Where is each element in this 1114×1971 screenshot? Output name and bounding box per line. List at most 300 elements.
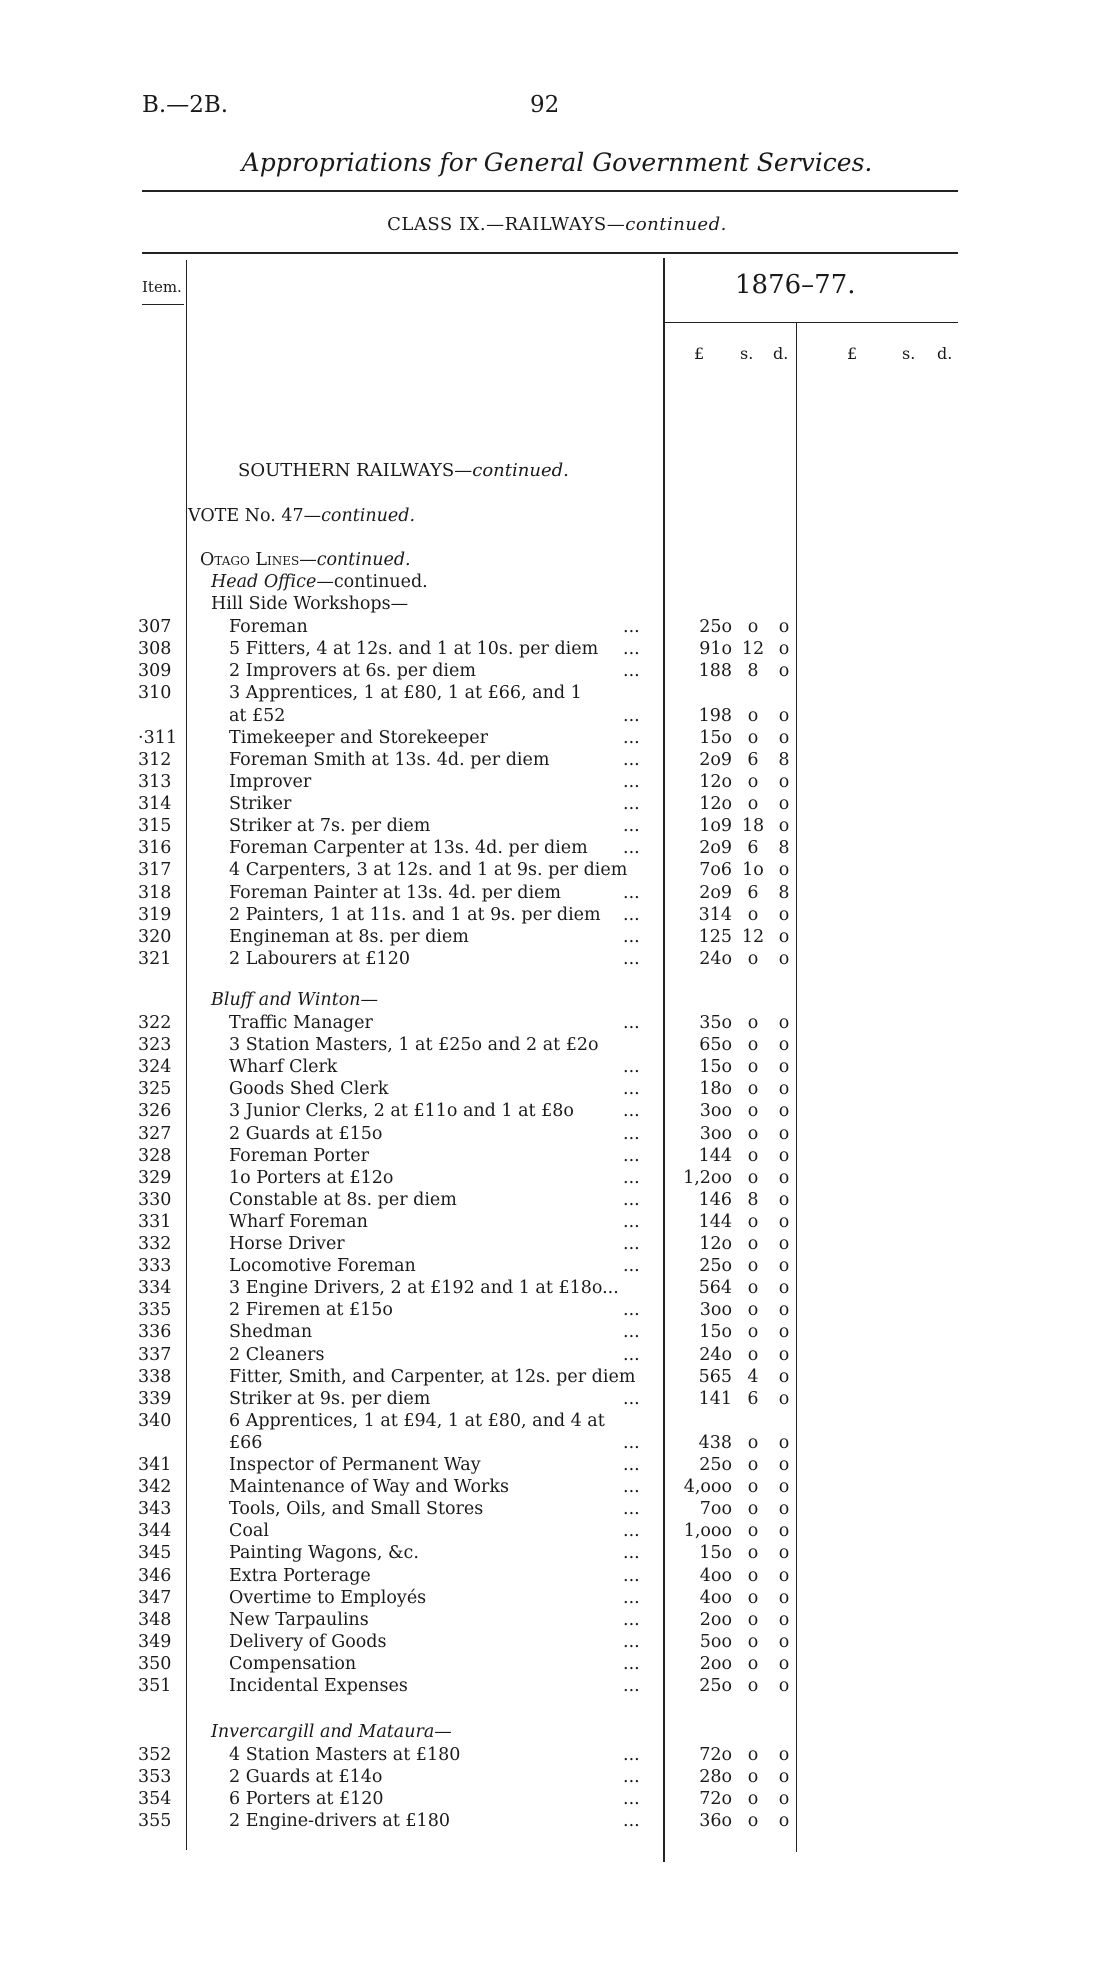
leader-dots: ... <box>623 639 640 660</box>
item-number: 341 <box>138 1455 172 1475</box>
item-number: 315 <box>138 816 172 837</box>
amount-shillings: 18 <box>741 816 765 837</box>
amount-shillings: o <box>747 1234 759 1254</box>
table-row <box>0 660 1114 682</box>
table-row <box>0 616 1114 638</box>
amount-pounds: 565 <box>698 1366 732 1387</box>
item-description: Foreman Painter at 13s. 4d. per diem <box>229 882 562 903</box>
item-description: Foreman Smith at 13s. 4d. per diem <box>229 749 550 770</box>
col2-pounds-header: £ <box>847 344 858 363</box>
item-number: 328 <box>138 1145 172 1166</box>
table-row <box>0 1034 1114 1056</box>
amount-shillings: o <box>747 1101 759 1122</box>
amount-pence: o <box>778 1211 790 1232</box>
table-row <box>0 1211 1114 1233</box>
item-number: 324 <box>138 1057 172 1078</box>
item-description: 3 Engine Drivers, 2 at £192 and 1 at £18o... <box>229 1278 619 1299</box>
amount-pounds: 4,ooo <box>683 1477 732 1498</box>
table-row <box>0 1587 1114 1609</box>
amount-pence: 8 <box>778 882 790 903</box>
item-description: Shedman <box>229 1322 313 1343</box>
item-number: 318 <box>138 882 172 903</box>
item-description: Traffic Manager <box>229 1013 373 1033</box>
amount-pounds: 314 <box>698 904 732 925</box>
item-number: 309 <box>138 661 172 682</box>
leader-dots: ... <box>623 1388 640 1409</box>
amount-pounds: 25o <box>699 1256 732 1277</box>
amount-shillings: o <box>747 1123 759 1144</box>
amount-pounds: 2o9 <box>699 838 732 859</box>
amount-pounds: 12o <box>699 794 732 815</box>
amount-pence: o <box>778 1101 790 1122</box>
item-number: 340 <box>138 1410 172 1431</box>
table-row <box>0 1565 1114 1587</box>
amount-pence: o <box>778 1631 790 1652</box>
amount-pounds: 4oo <box>699 1587 732 1608</box>
table-row <box>0 1520 1114 1542</box>
item-number: 322 <box>138 1013 172 1033</box>
amount-pence: o <box>778 1167 790 1188</box>
leader-dots: ... <box>623 1300 640 1321</box>
leader-dots: ... <box>623 1167 640 1188</box>
amount-pence: 8 <box>778 749 790 770</box>
amount-pounds: 35o <box>699 1013 732 1033</box>
amount-pounds: 15o <box>699 727 732 748</box>
amount-pounds: 198 <box>698 705 732 726</box>
amount-shillings: o <box>747 1455 759 1475</box>
amount-pence: o <box>778 1322 790 1343</box>
amount-pence: o <box>778 794 790 815</box>
item-description: Timekeeper and Storekeeper <box>229 727 489 748</box>
amount-shillings: o <box>747 727 759 748</box>
amount-pence: o <box>778 1035 790 1056</box>
amount-pence: o <box>778 1745 790 1765</box>
amount-shillings: o <box>747 1145 759 1166</box>
leader-dots: ... <box>623 1631 640 1652</box>
amount-shillings: o <box>747 1035 759 1056</box>
table-row <box>0 749 1114 771</box>
item-description: Extra Porterage <box>229 1565 371 1586</box>
item-number: 313 <box>138 771 172 792</box>
item-description: Foreman <box>229 617 308 637</box>
item-description: Delivery of Goods <box>229 1631 387 1652</box>
table-row <box>0 771 1114 793</box>
year-header-rule <box>663 322 958 323</box>
amount-shillings: o <box>747 1432 759 1453</box>
item-number: 331 <box>138 1211 172 1232</box>
amount-pence: o <box>778 771 790 792</box>
leader-dots: ... <box>623 794 640 815</box>
amount-pounds: 144 <box>698 1211 732 1232</box>
item-description: 2 Cleaners <box>229 1344 325 1365</box>
table-row <box>0 1432 1114 1454</box>
item-description: Tools, Oils, and Small Stores <box>229 1499 484 1520</box>
table-row <box>0 1810 1114 1832</box>
col2-pence-header: d. <box>937 344 953 363</box>
item-description: £66 <box>229 1432 263 1453</box>
amount-shillings: o <box>747 1278 759 1299</box>
item-number: 327 <box>138 1123 172 1144</box>
leader-dots: ... <box>623 749 640 770</box>
leader-dots: ... <box>623 1587 640 1608</box>
amount-shillings: 8 <box>747 1189 759 1210</box>
amount-shillings: o <box>747 1811 759 1831</box>
item-description: at £52 <box>229 705 286 726</box>
leader-dots: ... <box>623 1609 640 1630</box>
table-row <box>0 1631 1114 1653</box>
group-otago-suffix: continued. <box>316 550 411 570</box>
item-number: 354 <box>138 1789 172 1809</box>
amount-pounds: 25o <box>699 1676 732 1696</box>
item-description: Fitter, Smith, and Carpenter, at 12s. per diem <box>229 1366 636 1387</box>
table-row <box>0 859 1114 881</box>
leader-dots: ... <box>623 661 640 682</box>
amount-shillings: 12 <box>741 926 765 947</box>
amount-pence: o <box>778 1477 790 1498</box>
item-description: Wharf Clerk <box>229 1057 338 1078</box>
item-number: ·311 <box>138 727 177 748</box>
item-description: Inspector of Permanent Way <box>229 1455 481 1475</box>
leader-dots: ... <box>623 882 640 903</box>
amount-pounds: 564 <box>698 1278 732 1299</box>
amount-shillings: o <box>747 1300 759 1321</box>
item-description: Foreman Carpenter at 13s. 4d. per diem <box>229 838 588 859</box>
amount-pence: o <box>778 1432 790 1453</box>
group-head-office-main: Head Office <box>211 572 317 592</box>
amount-pounds: 2oo <box>699 1653 732 1674</box>
amount-pounds: 3oo <box>699 1300 732 1321</box>
item-number: 332 <box>138 1234 172 1254</box>
amount-pounds: 25o <box>699 617 732 637</box>
amount-shillings: o <box>747 705 759 726</box>
amount-pounds: 72o <box>699 1745 732 1765</box>
amount-pounds: 12o <box>699 771 732 792</box>
leader-dots: ... <box>623 771 640 792</box>
table-row <box>0 727 1114 749</box>
amount-shillings: 12 <box>741 639 765 660</box>
table-row <box>0 1321 1114 1343</box>
item-description: Coal <box>229 1521 269 1542</box>
col1-pence-header: d. <box>773 344 789 363</box>
table-row <box>0 1056 1114 1078</box>
item-number: 319 <box>138 904 172 925</box>
item-number: 350 <box>138 1653 172 1674</box>
table-row <box>0 1100 1114 1122</box>
item-number: 349 <box>138 1631 172 1652</box>
leader-dots: ... <box>623 617 640 637</box>
amount-shillings: 6 <box>747 838 759 859</box>
leader-dots: ... <box>623 705 640 726</box>
table-row <box>0 1012 1114 1034</box>
amount-pounds: 144 <box>698 1145 732 1166</box>
amount-pounds: 2oo <box>699 1609 732 1630</box>
leader-dots: ... <box>623 727 640 748</box>
amount-shillings: o <box>747 1167 759 1188</box>
table-row <box>0 1454 1114 1476</box>
leader-dots: ... <box>623 904 640 925</box>
amount-pounds: 125 <box>698 926 732 947</box>
leader-dots: ... <box>623 1455 640 1475</box>
item-description: Striker at 9s. per diem <box>229 1388 431 1409</box>
amount-pence: o <box>778 1521 790 1542</box>
amount-shillings: o <box>747 1631 759 1652</box>
table-row <box>0 1123 1114 1145</box>
amount-pence: o <box>778 705 790 726</box>
amount-shillings: 6 <box>747 749 759 770</box>
table-row <box>0 1277 1114 1299</box>
leader-dots: ... <box>623 1234 640 1254</box>
amount-pounds: 12o <box>699 1234 732 1254</box>
table-row <box>0 682 1114 704</box>
item-number: 348 <box>138 1609 172 1630</box>
item-description: Constable at 8s. per diem <box>229 1189 457 1210</box>
amount-shillings: o <box>747 904 759 925</box>
amount-pounds: 188 <box>698 661 732 682</box>
table-top-rule <box>142 252 958 254</box>
leader-dots: ... <box>623 1811 640 1831</box>
item-description: Overtime to Employés <box>229 1587 427 1608</box>
item-description: 4 Station Masters at £180 <box>229 1745 461 1765</box>
table-row <box>0 815 1114 837</box>
amount-shillings: o <box>747 1676 759 1696</box>
amount-shillings: o <box>747 1767 759 1787</box>
amount-pence: o <box>778 1234 790 1254</box>
vote-heading <box>188 506 415 526</box>
item-number: 336 <box>138 1322 172 1343</box>
table-row <box>0 1609 1114 1631</box>
item-description: 3 Junior Clerks, 2 at £11o and 1 at £8o <box>229 1101 574 1122</box>
item-number: 308 <box>138 639 172 660</box>
table-row <box>0 926 1114 948</box>
table-row <box>0 705 1114 727</box>
amount-pence: o <box>778 1256 790 1277</box>
col1-pounds-header: £ <box>694 344 705 363</box>
amount-pence: 8 <box>778 838 790 859</box>
amount-pounds: 28o <box>699 1767 732 1787</box>
item-description: New Tarpaulins <box>229 1609 369 1630</box>
amount-shillings: o <box>747 1587 759 1608</box>
amount-pence: o <box>778 727 790 748</box>
table-row <box>0 1744 1114 1766</box>
table-row <box>0 793 1114 815</box>
item-description: 2 Guards at £14o <box>229 1767 383 1787</box>
amount-shillings: o <box>747 1477 759 1498</box>
amount-shillings: o <box>747 771 759 792</box>
table-row <box>0 1189 1114 1211</box>
leader-dots: ... <box>623 816 640 837</box>
amount-pounds: 1,ooo <box>683 1521 732 1542</box>
amount-pence: o <box>778 1278 790 1299</box>
item-description: 3 Apprentices, 1 at £80, 1 at £66, and 1 <box>229 683 582 704</box>
amount-pence: o <box>778 1543 790 1564</box>
amount-shillings: o <box>747 1609 759 1630</box>
item-description: Maintenance of Way and Works <box>229 1477 509 1498</box>
amount-pounds: 3oo <box>699 1123 732 1144</box>
section-heading-suffix: continued. <box>472 460 569 481</box>
amount-pounds: 91o <box>699 639 732 660</box>
item-description: Compensation <box>229 1653 357 1674</box>
table-row <box>0 837 1114 859</box>
item-number: 355 <box>138 1811 172 1831</box>
amount-pence: o <box>778 1366 790 1387</box>
amount-shillings: o <box>747 1521 759 1542</box>
amount-shillings: o <box>747 1653 759 1674</box>
amount-pence: o <box>778 926 790 947</box>
amount-shillings: o <box>747 1789 759 1809</box>
table-row <box>0 1233 1114 1255</box>
title-rule <box>142 190 958 192</box>
amount-pounds: 7o6 <box>699 860 732 881</box>
item-number: 329 <box>138 1167 172 1188</box>
amount-pence: o <box>778 860 790 881</box>
item-description: 4 Carpenters, 3 at 12s. and 1 at 9s. per diem <box>229 860 628 881</box>
leader-dots: ... <box>623 1676 640 1696</box>
table-row <box>0 948 1114 970</box>
amount-shillings: o <box>747 617 759 637</box>
leader-dots: ... <box>623 838 640 859</box>
group-head-office-suffix: —continued. <box>316 572 428 592</box>
amount-pounds: 3oo <box>699 1101 732 1122</box>
amount-shillings: o <box>747 794 759 815</box>
item-description: Striker at 7s. per diem <box>229 816 431 837</box>
leader-dots: ... <box>623 1767 640 1787</box>
item-number: 312 <box>138 749 172 770</box>
item-number: 352 <box>138 1745 172 1765</box>
amount-shillings: o <box>747 1211 759 1232</box>
amount-pounds: 36o <box>699 1811 732 1831</box>
amount-shillings: o <box>747 1256 759 1277</box>
item-number: 330 <box>138 1189 172 1210</box>
amount-pence: o <box>778 1145 790 1166</box>
amount-shillings: 6 <box>747 882 759 903</box>
amount-pounds: 5oo <box>699 1631 732 1652</box>
amount-pence: o <box>778 1344 790 1365</box>
amount-pence: o <box>778 1811 790 1831</box>
amount-pence: o <box>778 1300 790 1321</box>
table-row <box>0 638 1114 660</box>
item-number: 343 <box>138 1499 172 1520</box>
item-number: 320 <box>138 926 172 947</box>
leader-dots: ... <box>623 1745 640 1765</box>
leader-dots: ... <box>623 1211 640 1232</box>
item-description: Incidental Expenses <box>229 1676 408 1696</box>
table-row <box>0 1366 1114 1388</box>
item-number: 344 <box>138 1521 172 1542</box>
item-number: 337 <box>138 1344 172 1365</box>
table-row <box>0 1078 1114 1100</box>
table-row <box>0 1766 1114 1788</box>
item-number: 351 <box>138 1676 172 1696</box>
item-description: 1o Porters at £12o <box>229 1167 394 1188</box>
table-row <box>0 1675 1114 1697</box>
amount-pence: o <box>778 1123 790 1144</box>
table-row <box>0 1388 1114 1410</box>
item-number: 317 <box>138 860 172 881</box>
table-row <box>0 1167 1114 1189</box>
amount-pounds: 24o <box>699 948 732 969</box>
amount-shillings: o <box>747 1543 759 1564</box>
item-number: 338 <box>138 1366 172 1387</box>
item-description: 2 Painters, 1 at 11s. and 1 at 9s. per diem <box>229 904 601 925</box>
item-description: 6 Apprentices, 1 at £94, 1 at £80, and 4 at <box>229 1410 605 1431</box>
item-description: Locomotive Foreman <box>229 1256 416 1277</box>
table-row <box>0 1788 1114 1810</box>
amount-pounds: 4oo <box>699 1565 732 1586</box>
item-number: 333 <box>138 1256 172 1277</box>
item-number: 310 <box>138 683 172 704</box>
table-row <box>0 1410 1114 1432</box>
amount-pounds: 146 <box>698 1189 732 1210</box>
item-description: 2 Firemen at £15o <box>229 1300 393 1321</box>
item-description: 2 Labourers at £120 <box>229 948 410 969</box>
leader-dots: ... <box>623 1256 640 1277</box>
amount-shillings: o <box>747 1565 759 1586</box>
item-description: Goods Shed Clerk <box>229 1079 389 1100</box>
amount-pence: o <box>778 661 790 682</box>
table-row <box>0 1145 1114 1167</box>
leader-dots: ... <box>623 1477 640 1498</box>
amount-pence: o <box>778 904 790 925</box>
amount-pence: o <box>778 948 790 969</box>
amount-pence: o <box>778 1455 790 1475</box>
item-number: 345 <box>138 1543 172 1564</box>
group-otago <box>200 550 411 570</box>
col1-shillings-header: s. <box>740 344 754 363</box>
item-description: Engineman at 8s. per diem <box>229 926 469 947</box>
col2-shillings-header: s. <box>902 344 916 363</box>
amount-pence: o <box>778 1565 790 1586</box>
leader-dots: ... <box>623 1565 640 1586</box>
table-row <box>0 1542 1114 1564</box>
item-description: Striker <box>229 794 292 815</box>
class-title-main: CLASS IX.—RAILWAYS— <box>387 214 626 235</box>
leader-dots: ... <box>623 1079 640 1100</box>
amount-pence: o <box>778 1079 790 1100</box>
table-row <box>0 1476 1114 1498</box>
table-row <box>0 904 1114 926</box>
amount-pounds: 18o <box>699 1079 732 1100</box>
item-description: Horse Driver <box>229 1234 345 1254</box>
amount-pence: o <box>778 1767 790 1787</box>
amount-shillings: 6 <box>747 1388 759 1409</box>
item-description: Foreman Porter <box>229 1145 370 1166</box>
item-number: 347 <box>138 1587 172 1608</box>
amount-pence: o <box>778 1388 790 1409</box>
item-description: Wharf Foreman <box>229 1211 368 1232</box>
item-description: 2 Guards at £15o <box>229 1123 383 1144</box>
group-invercargill: Invercargill and Mataura— <box>211 1722 452 1742</box>
leader-dots: ... <box>623 926 640 947</box>
leader-dots: ... <box>623 948 640 969</box>
class-title-suffix: continued. <box>625 214 727 235</box>
item-number: 314 <box>138 794 172 815</box>
amount-pounds: 15o <box>699 1057 732 1078</box>
amount-shillings: o <box>747 1079 759 1100</box>
item-description: 2 Engine-drivers at £180 <box>229 1811 450 1831</box>
class-title <box>0 214 1114 235</box>
group-otago-main: Otago Lines— <box>200 550 317 570</box>
item-number: 334 <box>138 1278 172 1299</box>
amount-pence: o <box>778 1189 790 1210</box>
document-reference: B.—2B. <box>142 92 229 118</box>
amount-shillings: o <box>747 948 759 969</box>
item-number: 346 <box>138 1565 172 1586</box>
amount-pence: o <box>778 1676 790 1696</box>
amount-pounds: 7oo <box>699 1499 732 1520</box>
year-column-header: 1876–77. <box>735 270 856 300</box>
amount-pence: o <box>778 1057 790 1078</box>
amount-pence: o <box>778 1653 790 1674</box>
